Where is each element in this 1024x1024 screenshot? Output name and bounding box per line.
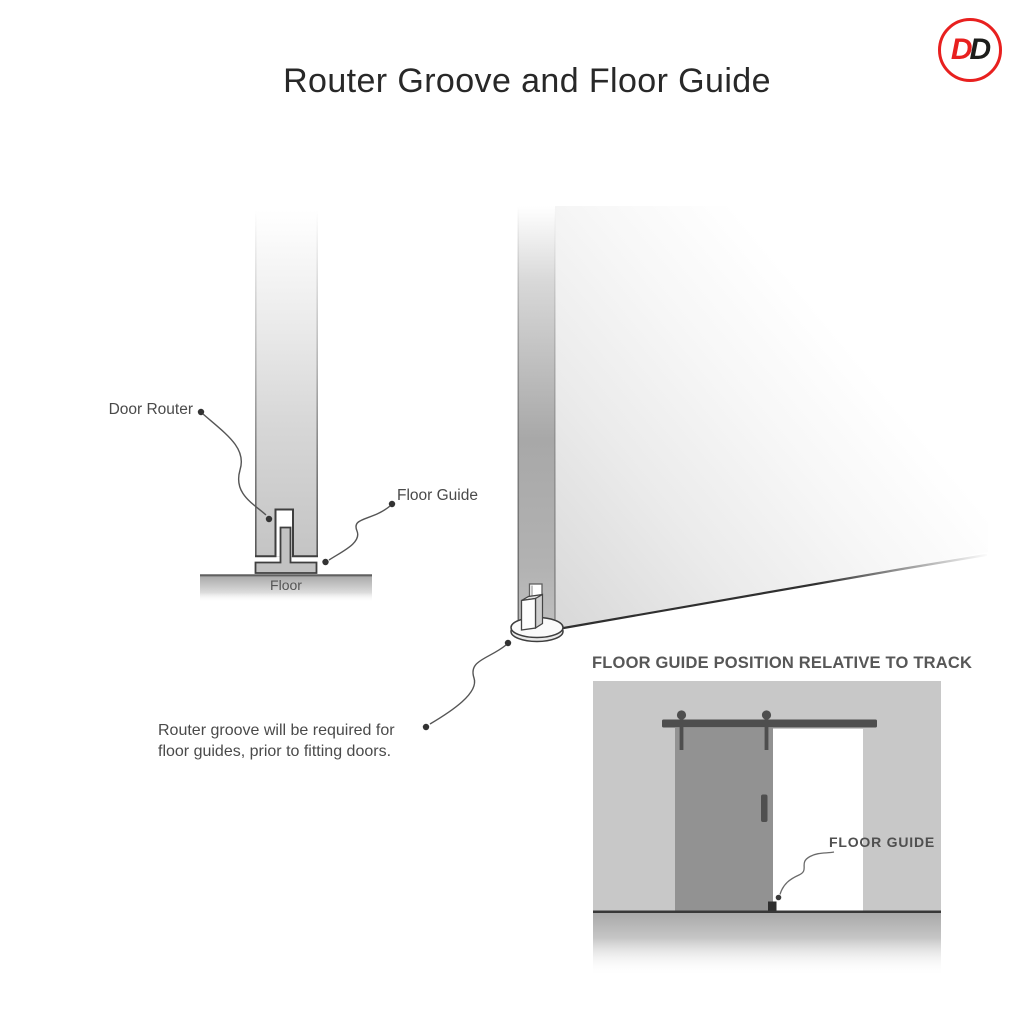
leader-dot [776, 895, 782, 901]
door-edge-strip [518, 206, 556, 630]
note-line-1: Router groove will be required for [158, 722, 395, 739]
inset-title: FLOOR GUIDE POSITION RELATIVE TO TRACK [592, 654, 973, 672]
floor-guide-leader-line [329, 506, 390, 560]
logo-letter-d1: D [950, 33, 971, 66]
note-line-2: floor guides, prior to fitting doors. [158, 742, 392, 760]
inset-floor-guide-label: FLOOR GUIDE [829, 834, 936, 850]
leader-dot [423, 724, 429, 730]
inset-track [662, 720, 877, 728]
guide-upright-side [536, 595, 543, 629]
leader-dot [266, 516, 272, 522]
floor-label: Floor [270, 577, 302, 593]
inset-hanger-strap [680, 714, 684, 750]
dd-logo [938, 18, 1002, 82]
cross-section-diagram [198, 210, 395, 602]
inset-door [675, 728, 773, 911]
inset-diagram [593, 681, 941, 976]
door-router-label: Door Router [108, 401, 193, 418]
inset-door-handle [761, 795, 768, 823]
page-title: Router Groove and Floor Guide [283, 62, 771, 100]
note-text [158, 721, 395, 762]
leader-dot [322, 559, 328, 565]
note-leader-line [430, 645, 506, 724]
floor-guide-label: Floor Guide [397, 487, 478, 504]
perspective-diagram [423, 206, 988, 730]
inset-hanger-strap [765, 714, 769, 750]
door-section [255, 210, 318, 557]
inset-floor-band [593, 913, 941, 976]
logo-letter-d2: D [969, 33, 990, 66]
inset-floor-guide [768, 902, 777, 911]
guide-upright-front [522, 599, 536, 631]
